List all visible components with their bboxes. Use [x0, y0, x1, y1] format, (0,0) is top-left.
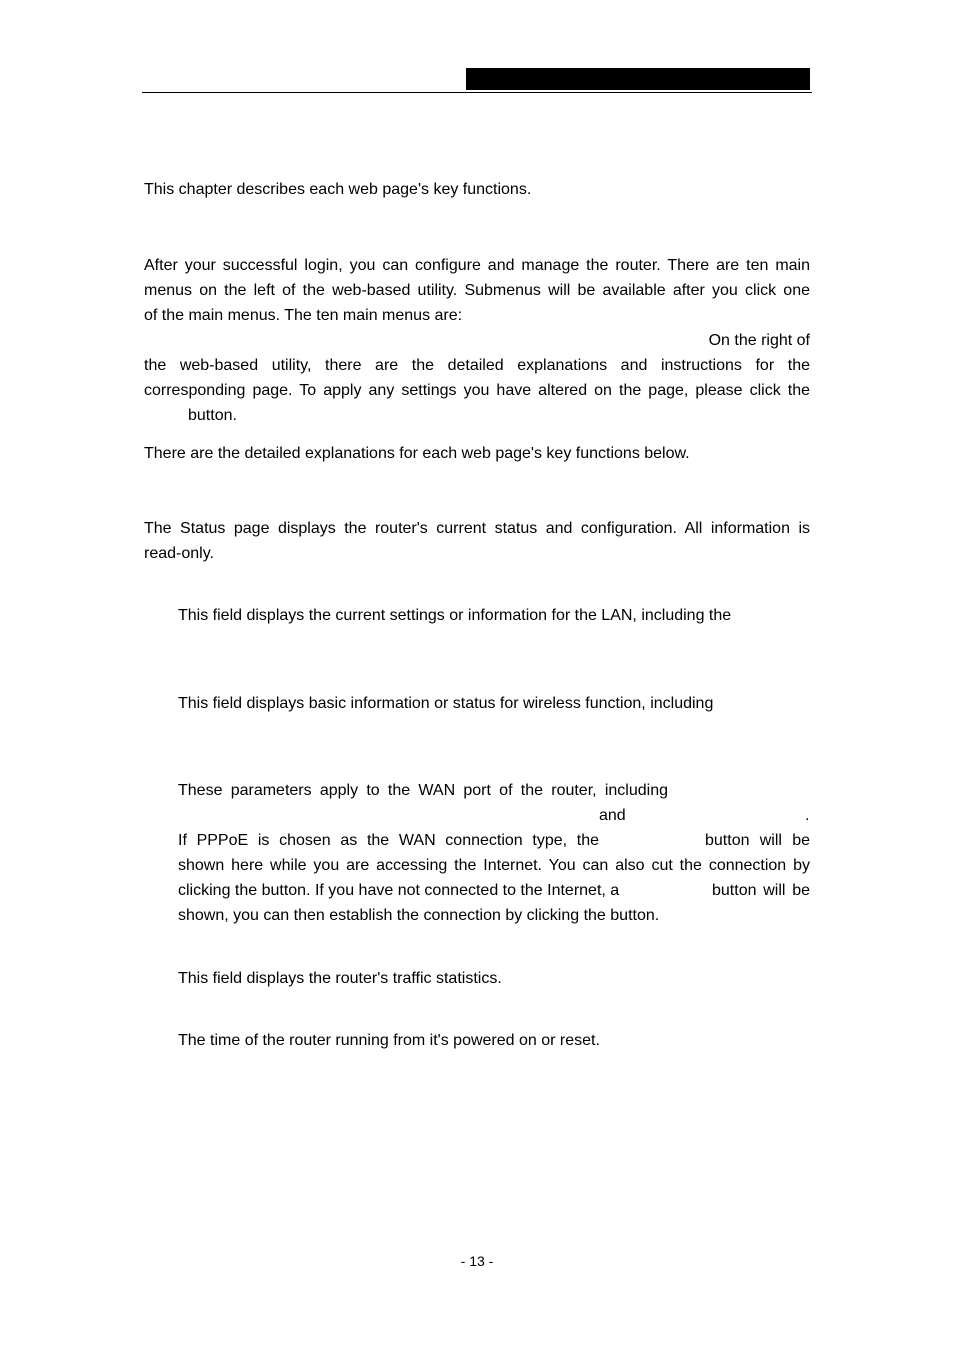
overview-line-7: button.: [188, 407, 237, 424]
overview-line-3: of the main menus. The ten main menus are:: [144, 307, 463, 324]
overview-line-4: On the right of: [708, 332, 810, 349]
overview-line-6: corresponding page. To apply any settings you have altered on the page, please click the: [144, 382, 810, 399]
traffic-description: This field displays the router's traffic statistics.: [178, 970, 502, 987]
lan-description: This field displays the current settings or information for the LAN, including the: [178, 607, 732, 624]
wan-line-1: These parameters apply to the WAN port of the router, including: [178, 782, 668, 799]
overview-line-2: menus on the left of the web-based utility. Submenus will be available after you click one: [144, 282, 810, 299]
wan-line-2-period: .: [805, 807, 810, 824]
header-black-bar: [466, 68, 810, 90]
wan-line-4: shown here while you are accessing the Internet. You can also cut the connection by: [178, 857, 810, 874]
wan-line-2-and: and: [599, 807, 626, 824]
wan-line-3-start: If PPPoE is chosen as the WAN connection type, the: [178, 832, 599, 849]
wireless-description: This field displays basic information or status for wireless function, including: [178, 695, 714, 712]
overview-line-8: There are the detailed explanations for each web page's key functions below.: [144, 445, 690, 462]
wan-line-5-end: button will be: [712, 882, 810, 899]
header-rule: [142, 92, 812, 93]
page-number: - 13 -: [460, 1253, 494, 1269]
wan-line-6: shown, you can then establish the connection by clicking the button.: [178, 907, 660, 924]
wan-line-3-end: button will be: [705, 832, 810, 849]
overview-line-1: After your successful login, you can configure and manage the router. There are ten main: [144, 257, 810, 274]
wan-line-5-start: clicking the button. If you have not connected to the Internet, a: [178, 882, 620, 899]
uptime-description: The time of the router running from it's powered on or reset.: [178, 1032, 600, 1049]
status-intro-line-1: The Status page displays the router's current status and configuration. All information is: [144, 520, 810, 537]
chapter-description: This chapter describes each web page's key functions.: [144, 181, 532, 198]
overview-line-5: the web-based utility, there are the detailed explanations and instructions for the: [144, 357, 810, 374]
status-intro-line-2: read-only.: [144, 545, 214, 562]
